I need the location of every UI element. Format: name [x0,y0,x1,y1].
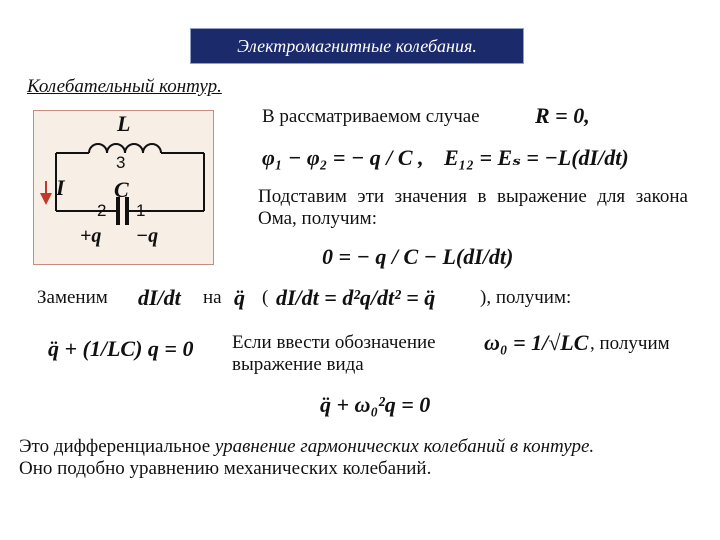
circuit-diagram [33,110,214,265]
replace-paren-close: ), получим: [480,287,572,308]
replace-identity: dI/dt = d²q/dt² = q̈ [276,285,436,310]
current-label: I [56,175,65,200]
replace-from: dI/dt [138,285,181,310]
case-formula: R = 0, [535,103,590,128]
node-3-label: 3 [116,153,126,172]
inductor-label: L [117,111,131,136]
ohm-result: 0 = − q / C − L(dI/dt) [322,244,514,269]
omega-def: ω₀ = 1/√LC [484,330,589,355]
node-1-label: 1 [136,201,146,220]
page-title [190,28,524,64]
node-2-label: 2 [97,201,107,220]
replace-word: Заменим [37,287,108,308]
potential-formula: φ₁ − φ₂ = − q / C , [262,145,424,170]
conclusion-italic: уравнение гармонических колебаний в контуре. [214,436,595,457]
replace-to: q̈ [234,285,245,310]
conclusion-line-2: Оно подобно уравнению механических колебаний. [19,458,432,479]
conclusion-text: Это дифференциальное [19,436,211,457]
minus-q-label: −q [136,225,159,247]
current-arrow-head [40,193,52,205]
get-text: , получим [590,333,670,354]
emf-formula: E₁₂ = Eₛ = −L(dI/dt) [444,145,629,170]
diffeq-lc: q̈ + (1/LC) q = 0 [48,336,194,361]
conclusion-line-1 [19,436,709,458]
capacitor-label: C [114,177,129,202]
section-heading: Колебательный контур. [27,76,222,97]
inductor-coil [89,144,161,153]
final-equation: q̈ + ω₀²q = 0 [320,392,431,417]
substitute-text: Подставим эти значения в выражение для закона Ома, получим: [258,186,688,229]
case-text: В рассматриваемом случае [262,106,480,127]
if-text: Если ввести обозначение выражение вида [232,332,436,375]
replace-paren-open: ( [262,287,269,308]
replace-on: на [203,287,222,308]
plus-q-label: +q [80,225,102,247]
page-title-text: Электромагнитные колебания. [237,35,477,56]
